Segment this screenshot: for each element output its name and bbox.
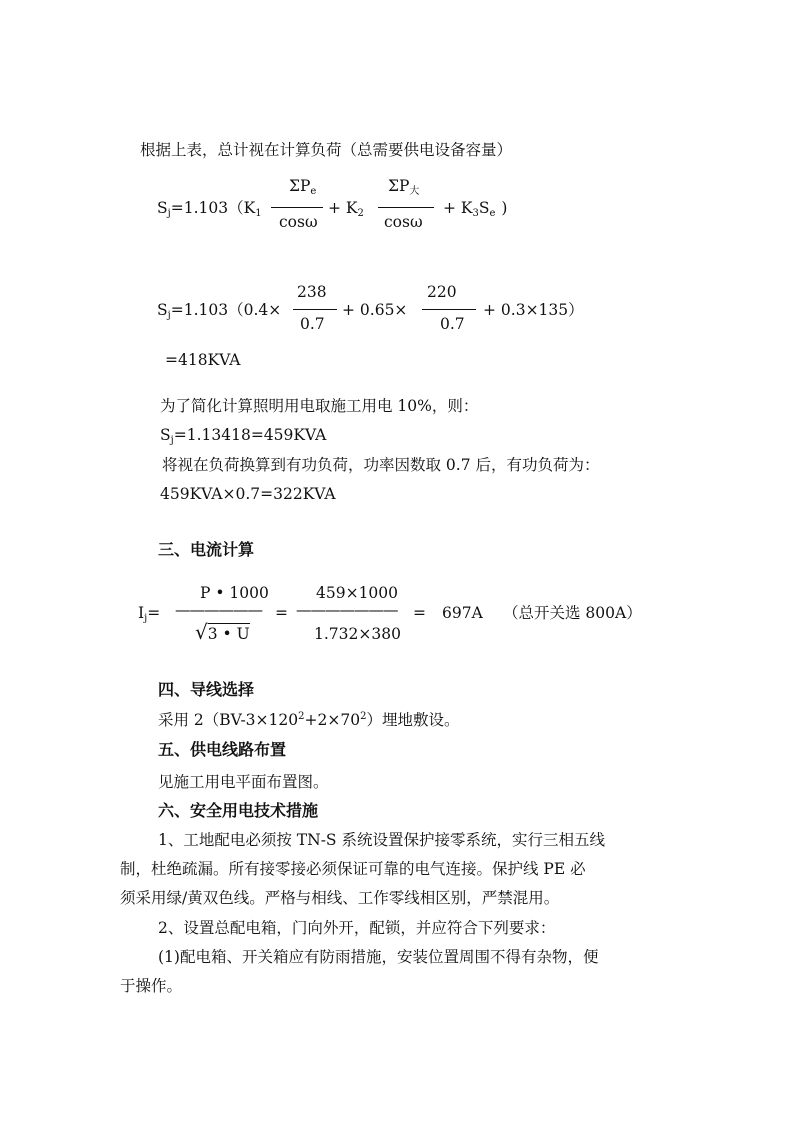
- section6-line: (1)配电箱、开关箱应有防雨措施，安装位置周围不得有杂物，便: [158, 948, 599, 966]
- formula3-den1: [195, 622, 250, 644]
- formula3-value: 697A: [442, 604, 483, 622]
- formula3-den2: 1.732×380: [314, 625, 401, 643]
- formula1-plus-k3: + K: [443, 199, 473, 217]
- formula1-den1: cosω: [279, 213, 318, 231]
- fraction-bar: [422, 309, 476, 310]
- section6-line: 2、设置总配电箱，门向外开，配锁，并应符合下列要求：: [158, 919, 556, 937]
- formula1-lhs: [157, 198, 262, 221]
- result2-s: S: [160, 426, 171, 444]
- formula1-k2-sub: 2: [357, 208, 364, 219]
- section4-text-a: 采用 2（BV-3×120: [158, 711, 299, 729]
- formula2-den-b: 0.7: [440, 315, 465, 333]
- section4-sup2: 2: [360, 711, 367, 722]
- formula3-eq2: =: [275, 604, 288, 622]
- formula3-num2: 459×1000: [316, 584, 399, 602]
- formula2-den-a: 0.7: [300, 315, 325, 333]
- section4-title: 四、导线选择: [158, 680, 255, 699]
- section4-text: [158, 710, 459, 733]
- formula1-s: S: [157, 199, 168, 217]
- formula1-close: ): [501, 199, 508, 217]
- formula1-num2: [388, 176, 419, 199]
- section4-text-b: +2×70: [304, 711, 361, 729]
- section3-title: 三、电流计算: [158, 540, 255, 559]
- section6-line: 于操作。: [120, 977, 183, 995]
- fraction-bar: [293, 309, 337, 310]
- formula1-coef: =1.103（K: [170, 199, 256, 217]
- formula1-num2-sub: 大: [409, 186, 420, 197]
- formula1-k3-s: S: [478, 199, 490, 217]
- section4-text-c: ）埋地敷设。: [366, 711, 460, 729]
- formula2-s: S: [157, 301, 168, 319]
- result2-rest: =1.13418=459KVA: [173, 426, 327, 444]
- sqrt-icon: √: [195, 620, 208, 644]
- formula2-part-c: + 0.3×135）: [483, 301, 584, 319]
- formula3-note: （总开关选 800A）: [503, 604, 642, 622]
- formula3-num1: P • 1000: [200, 584, 269, 602]
- section6-line: 须采用绿/黄双色线。严格与相线、工作零线相区别，严禁混用。: [120, 889, 560, 907]
- formula1-den2: cosω: [384, 213, 423, 231]
- formula2-s-sub: j: [167, 310, 171, 321]
- formula2-lhs: [157, 300, 281, 323]
- formula2-part-a: =1.103（0.4×: [170, 301, 282, 319]
- lighting-line: 为了简化计算照明用电取施工用电 10%，则：: [160, 397, 479, 415]
- formula3-i-sub: j: [144, 613, 148, 624]
- fraction-bar: [271, 207, 323, 208]
- formula2-num-a: 238: [297, 283, 327, 301]
- formula3-rule2: ———————: [296, 601, 398, 619]
- formula1-num1-sub: e: [310, 186, 317, 197]
- fraction-bar: [378, 207, 434, 208]
- formula2-num-b: 220: [427, 283, 457, 301]
- result-322kva: 459KVA×0.7=322KVA: [160, 485, 336, 503]
- formula3-eq3: =: [413, 604, 426, 622]
- result-418kva: =418KVA: [165, 351, 241, 369]
- section5-title: 五、供电线路布置: [158, 740, 287, 759]
- result2-s-sub: j: [170, 435, 174, 446]
- formula1-s-sub: j: [167, 208, 171, 219]
- formula3-lhs: [138, 603, 160, 626]
- formula1-num1: [289, 176, 316, 199]
- formula1-num1-text: ΣP: [289, 177, 311, 195]
- section5-text: 见施工用电平面布置图。: [158, 773, 329, 791]
- formula3-den1-text: 3 • U: [207, 625, 250, 643]
- formula1-num2-text: ΣP: [388, 177, 410, 195]
- convert-line: 将视在负荷换算到有功负荷，功率因数取 0.7 后，有功负荷为：: [162, 456, 600, 474]
- formula3-rule1: ——————: [175, 601, 262, 619]
- formula1-k3-s-sub: e: [489, 208, 496, 219]
- formula3-i: I: [138, 604, 145, 622]
- section6-line: 1、工地配电必须按 TN-S 系统设置保护接零系统，实行三相五线: [158, 831, 605, 849]
- formula1-k3-sub: 3: [472, 208, 479, 219]
- formula1-k1-sub: 1: [255, 208, 262, 219]
- result-459kva: [160, 425, 326, 448]
- formula1-plus-k2: + K: [328, 199, 358, 217]
- formula1-k3: [443, 198, 507, 221]
- section6-title: 六、安全用电技术措施: [158, 801, 319, 820]
- formula3-eq1: =: [147, 604, 161, 622]
- formula2-part-b: + 0.65×: [342, 301, 408, 319]
- intro-text: 根据上表，总计视在计算负荷（总需要供电设备容量）: [140, 141, 513, 159]
- section6-line: 制，杜绝疏漏。所有接零接必须保证可靠的电气连接。保护线 PE 必: [120, 860, 586, 878]
- section4-sup1: 2: [298, 711, 305, 722]
- formula1-k2: [328, 198, 364, 221]
